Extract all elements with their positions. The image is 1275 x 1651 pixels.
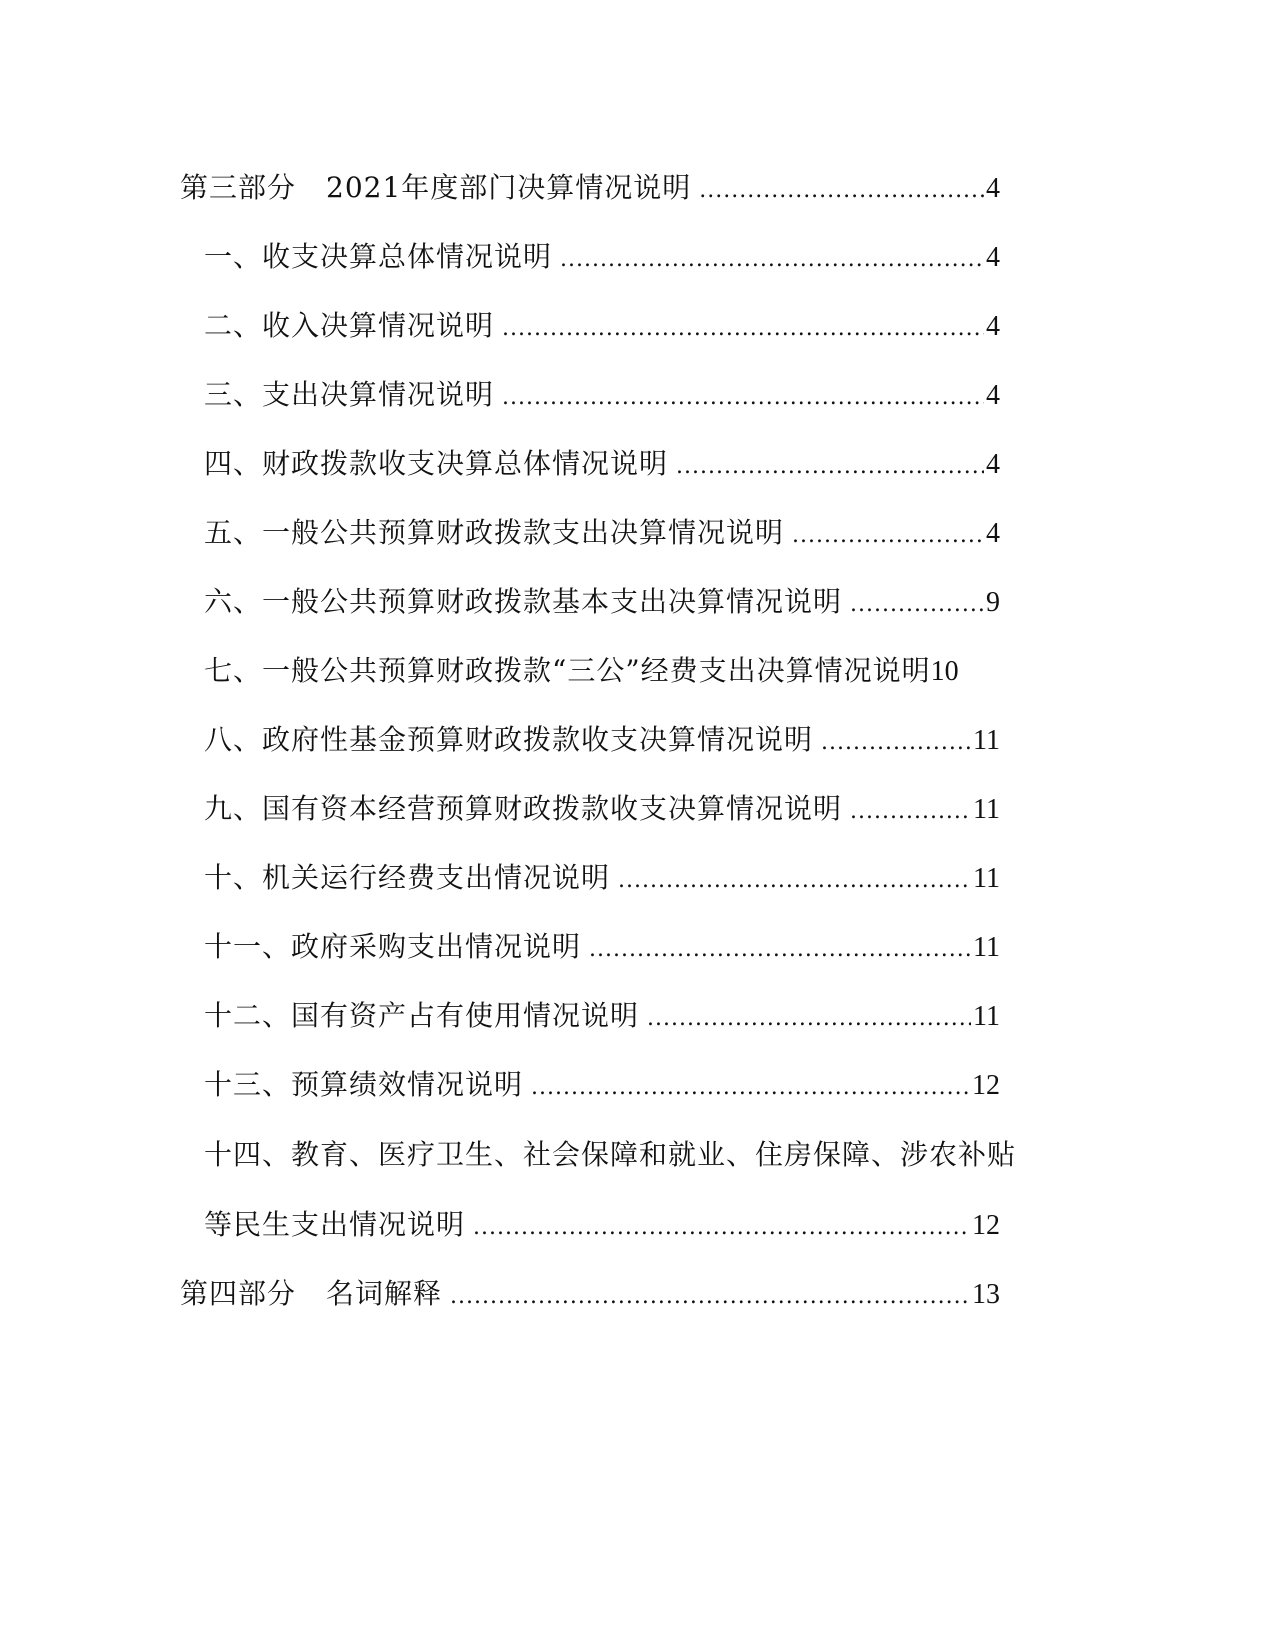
toc-entry-7[interactable] — [204, 651, 1000, 691]
toc-page-number: 4 — [986, 380, 1000, 411]
toc-entry-5[interactable] — [204, 513, 1000, 553]
toc-page-number: 12 — [972, 1070, 1000, 1101]
dot-leader — [450, 1277, 970, 1317]
dot-leader — [502, 309, 984, 349]
part-label: 第四部分 — [180, 1277, 297, 1310]
toc-entry-10[interactable] — [204, 858, 1000, 898]
toc-page-number: 11 — [973, 794, 1000, 825]
toc-page-number: 11 — [973, 863, 1000, 894]
toc-entry-8[interactable] — [204, 720, 1000, 760]
toc-page-number: 11 — [973, 932, 1000, 963]
toc-entry-text — [180, 1274, 442, 1314]
toc-entry-part3[interactable] — [180, 168, 1000, 208]
toc-entry-6[interactable] — [204, 582, 1000, 622]
toc-entry-text: 九、国有资本经营预算财政拨款收支决算情况说明 — [204, 792, 843, 825]
toc-page-number: 11 — [973, 725, 1000, 756]
dot-leader — [821, 723, 971, 763]
toc-entry-text: 十二、国有资产占有使用情况说明 — [204, 999, 640, 1032]
toc-entry-13[interactable] — [204, 1065, 1000, 1105]
dot-leader — [676, 447, 984, 487]
dot-leader — [850, 585, 984, 625]
toc-entry-text: 一、收支决算总体情况说明 — [204, 240, 553, 273]
part-title: 2021年度部门决算情况说明 — [326, 171, 692, 204]
toc-entry-part4[interactable] — [180, 1274, 1000, 1314]
toc-entry-text: 四、财政拨款收支决算总体情况说明 — [204, 447, 669, 480]
toc-entry-14-line2[interactable] — [204, 1205, 1000, 1245]
toc-page-number: 12 — [972, 1210, 1000, 1241]
toc-entry-text: 六、一般公共预算财政拨款基本支出决算情况说明 — [204, 585, 843, 618]
toc-page-number: 4 — [986, 242, 1000, 273]
toc-entry-text: 十一、政府采购支出情况说明 — [204, 930, 582, 963]
toc-entry-text: 七、一般公共预算财政拨款“三公”经费支出决算情况说明 — [204, 654, 931, 687]
toc-entry-text: 十四、教育、医疗卫生、社会保障和就业、住房保障、涉农补贴 — [204, 1138, 1017, 1171]
toc-entry-12[interactable] — [204, 996, 1000, 1036]
dot-leader — [473, 1208, 970, 1248]
toc-entry-4[interactable] — [204, 444, 1000, 484]
dot-leader — [618, 861, 971, 901]
toc-entry-text: 五、一般公共预算财政拨款支出决算情况说明 — [204, 516, 785, 549]
toc-page-number: 4 — [986, 449, 1000, 480]
toc-page-number: 4 — [986, 311, 1000, 342]
toc-page-number: 10 — [930, 656, 959, 687]
toc-entry-11[interactable] — [204, 927, 1000, 967]
toc-entry-1[interactable] — [204, 237, 1000, 277]
toc-page-number: 4 — [986, 518, 1000, 549]
toc-entry-text: 三、支出决算情况说明 — [204, 378, 495, 411]
part-label: 第三部分 — [180, 171, 297, 204]
dot-leader — [502, 378, 984, 418]
dot-leader — [792, 516, 984, 556]
toc-entry-text: 八、政府性基金预算财政拨款收支决算情况说明 — [204, 723, 814, 756]
toc-entry-text — [180, 168, 691, 208]
toc-entry-3[interactable] — [204, 375, 1000, 415]
toc-page-number: 13 — [972, 1279, 1000, 1310]
dot-leader — [850, 792, 971, 832]
toc-page-number: 4 — [986, 173, 1000, 204]
toc-page-number: 11 — [973, 1001, 1000, 1032]
dot-leader — [560, 240, 984, 280]
part-title: 名词解释 — [326, 1277, 443, 1310]
dot-leader — [647, 999, 971, 1039]
toc-entry-text: 等民生支出情况说明 — [204, 1208, 466, 1241]
dot-leader — [589, 930, 971, 970]
toc-page-number: 9 — [986, 587, 1000, 618]
dot-leader — [531, 1068, 970, 1108]
toc-entry-9[interactable] — [204, 789, 1000, 829]
toc-entry-14-line1[interactable] — [204, 1135, 1030, 1175]
dot-leader — [699, 171, 984, 211]
toc-entry-text: 二、收入决算情况说明 — [204, 309, 495, 342]
toc-entry-text: 十三、预算绩效情况说明 — [204, 1068, 524, 1101]
toc-entry-text: 十、机关运行经费支出情况说明 — [204, 861, 611, 894]
toc-entry-2[interactable] — [204, 306, 1000, 346]
